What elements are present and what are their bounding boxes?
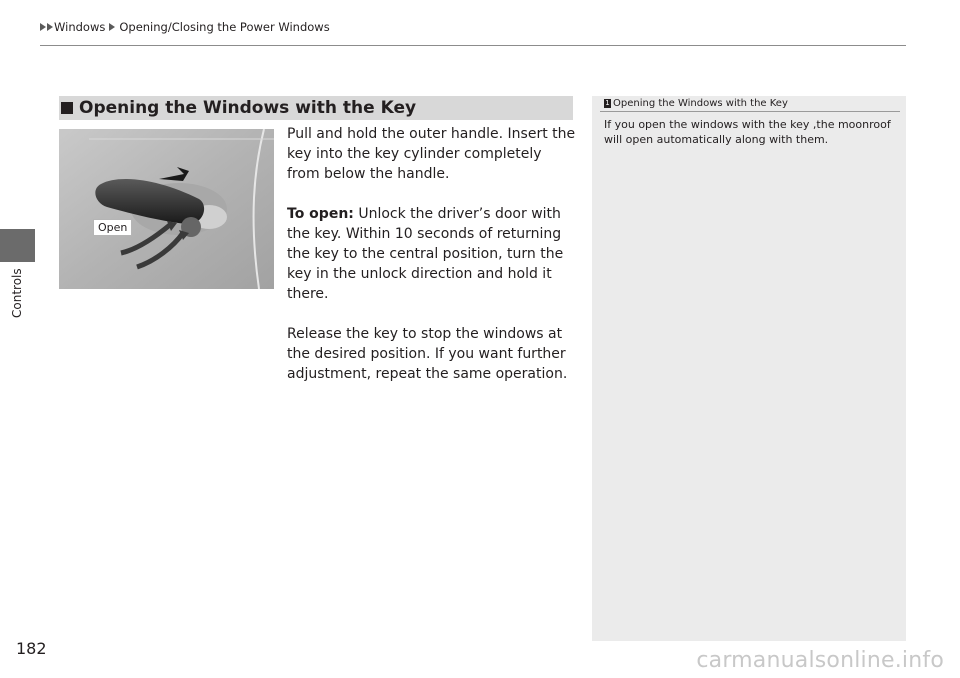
chapter-tab-marker — [0, 229, 35, 262]
page-number: 182 — [16, 639, 47, 658]
body-paragraph-insert-key: Pull and hold the outer handle. Insert the key into the key cylinder completely from below the handle. — [287, 126, 576, 182]
breadcrumb-arrow-icon — [40, 23, 46, 31]
watermark: carmanualsonline.info — [696, 648, 944, 673]
breadcrumb-arrow-icon — [47, 23, 53, 31]
to-open-text: Unlock the driver’s door with the key. Within 10 seconds of returning the key to the central position, turn the key in the unlock direction and hold it there. — [287, 206, 564, 302]
breadcrumb-item-power-windows[interactable]: Opening/Closing the Power Windows — [119, 20, 330, 34]
body-text — [287, 124, 577, 404]
note-panel — [592, 96, 906, 641]
breadcrumb — [40, 20, 330, 34]
body-paragraph-to-open — [287, 204, 577, 304]
section-heading — [59, 96, 573, 120]
section-heading-text: Opening the Windows with the Key — [79, 98, 417, 118]
note-reference-icon: 1 — [605, 99, 610, 107]
breadcrumb-arrow-icon — [109, 23, 115, 31]
header-divider — [40, 45, 906, 46]
note-title — [604, 98, 788, 109]
breadcrumb-item-windows[interactable]: Windows — [54, 20, 106, 34]
note-divider — [600, 111, 900, 112]
heading-square-icon — [61, 102, 73, 114]
door-handle-figure — [59, 129, 274, 289]
note-body: If you open the windows with the key ,the moonroof will open automatically along with them. — [604, 118, 891, 146]
to-open-label: To open: — [287, 206, 354, 222]
body-paragraph-release: Release the key to stop the windows at the desired position. If you want further adjustment, repeat the same operation. — [287, 326, 568, 382]
chapter-label: Controls — [10, 268, 24, 318]
door-handle-illustration — [59, 129, 274, 289]
figure-callout-open: Open — [93, 219, 132, 236]
note-title-text: Opening the Windows with the Key — [613, 98, 788, 109]
